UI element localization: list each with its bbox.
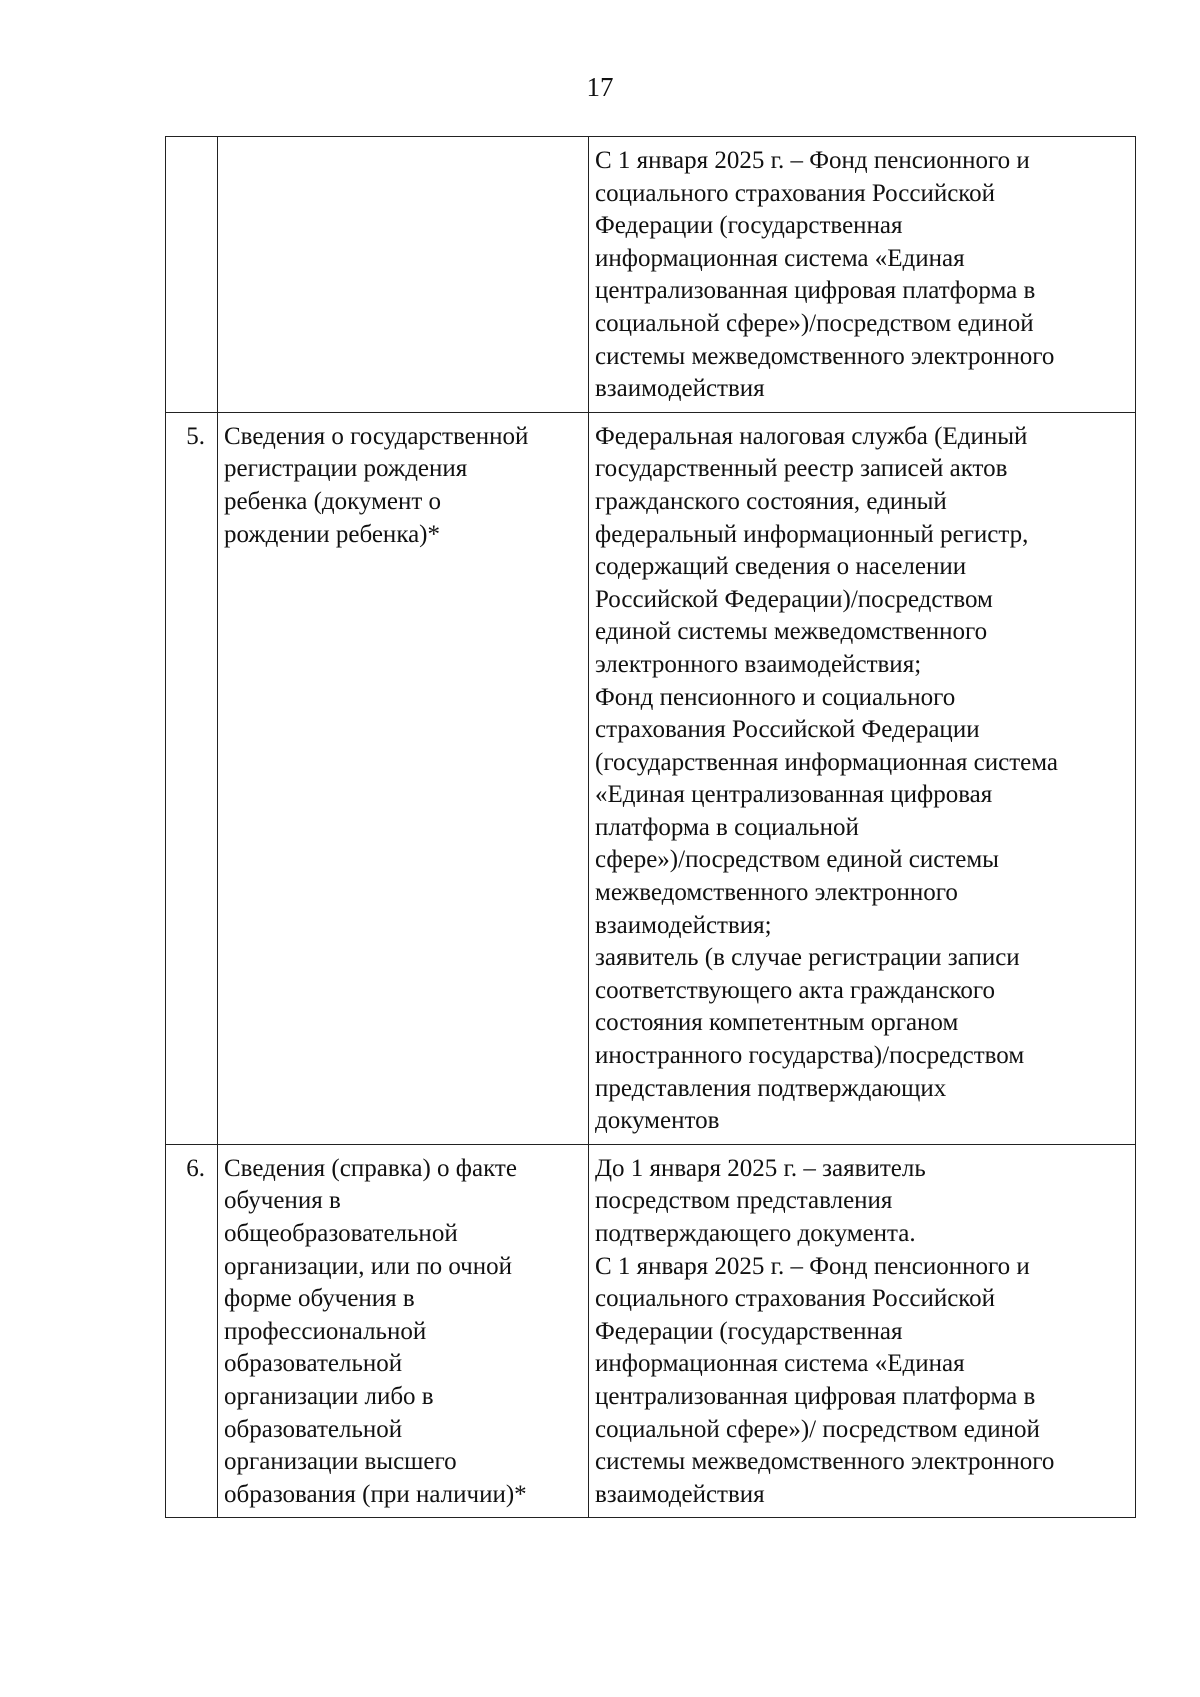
description-line: образовательной [224,1350,403,1378]
row-source [589,1144,1136,1518]
source-line: «Единая централизованная цифровая [595,781,993,809]
table-row [166,412,1136,1144]
source-line: взаимодействия [595,1480,765,1508]
source-line: информационная система «Единая [595,244,965,272]
source-line: гражданского состояния, единый [595,487,947,515]
source-line: представления подтверждающих [595,1074,947,1102]
row-number [166,137,218,413]
row-description [218,1144,589,1518]
source-line: информационная система «Единая [595,1350,965,1378]
source-line: Федерации (государственная [595,212,903,240]
source-line: (государственная информационная система [595,748,1058,776]
source-line: Федеральная налоговая служба (Единый [595,422,1028,450]
row-source [589,412,1136,1144]
source-line: иностранного государства)/посредством [595,1042,1025,1070]
source-line: С 1 января 2025 г. – Фонд пенсионного и [595,1252,1030,1280]
source-line: федеральный информационный регистр, [595,520,1029,548]
source-line: централизованная цифровая платформа в [595,277,1036,305]
description-line: рождении ребенка)* [224,520,441,548]
row-source [589,137,1136,413]
row-description [218,137,589,413]
source-line: посредством представления [595,1187,893,1215]
source-line: содержащий сведения о населении [595,553,967,581]
source-line: системы межведомственного электронного [595,1448,1055,1476]
row-number: 6. [166,1144,218,1518]
source-line: электронного взаимодействия; [595,650,922,678]
page-number: 17 [586,72,614,102]
source-line: социального страхования Российской [595,179,996,207]
source-line: социальной сфере»)/ посредством единой [595,1415,1040,1443]
source-line: социальной сфере»)/посредством единой [595,309,1034,337]
description-line: обучения в [224,1187,341,1215]
source-line: социального страхования Российской [595,1285,996,1313]
source-line: централизованная цифровая платформа в [595,1382,1036,1410]
source-line: Фонд пенсионного и социального [595,683,956,711]
source-line: государственный реестр записей актов [595,455,1008,483]
source-line: подтверждающего документа. [595,1220,916,1247]
source-line: системы межведомственного электронного [595,342,1055,370]
description-line: Сведения (справка) о факте [224,1154,517,1182]
table-body [166,137,1136,1518]
source-line: единой системы межведомственного [595,618,988,646]
source-line: До 1 января 2025 г. – заявитель [595,1154,926,1182]
source-line: документов [595,1107,720,1135]
table-row [166,137,1136,413]
description-line: организации, или по очной [224,1252,513,1280]
description-line: организации высшего [224,1448,457,1476]
source-line: взаимодействия [595,375,765,403]
source-line: Федерации (государственная [595,1317,903,1345]
source-line: С 1 января 2025 г. – Фонд пенсионного и [595,147,1030,174]
source-line: состояния компетентным органом [595,1009,959,1037]
description-line: образовательной [224,1415,403,1443]
description-line: образования (при наличии)* [224,1480,527,1508]
description-line: форме обучения в [224,1285,415,1313]
description-line: ребенка (документ о [224,487,442,515]
source-line: взаимодействия; [595,911,772,939]
description-line: Сведения о государственной [224,422,529,450]
description-line: регистрации рождения [224,455,468,483]
source-line: Российской Федерации)/посредством [595,585,993,613]
table-row [166,1144,1136,1518]
document-table [165,136,1136,1518]
source-line: платформа в социальной [595,813,859,841]
source-line: межведомственного электронного [595,879,958,907]
description-line: общеобразовательной [224,1220,458,1247]
source-line: страхования Российской Федерации [595,716,980,744]
source-line: сфере»)/посредством единой системы [595,846,999,874]
description-line: организации либо в [224,1382,434,1410]
source-line: соответствующего акта гражданского [595,976,995,1004]
source-line: заявитель (в случае регистрации записи [595,944,1020,972]
description-line: профессиональной [224,1317,427,1345]
row-description [218,412,589,1144]
row-number: 5. [166,412,218,1144]
